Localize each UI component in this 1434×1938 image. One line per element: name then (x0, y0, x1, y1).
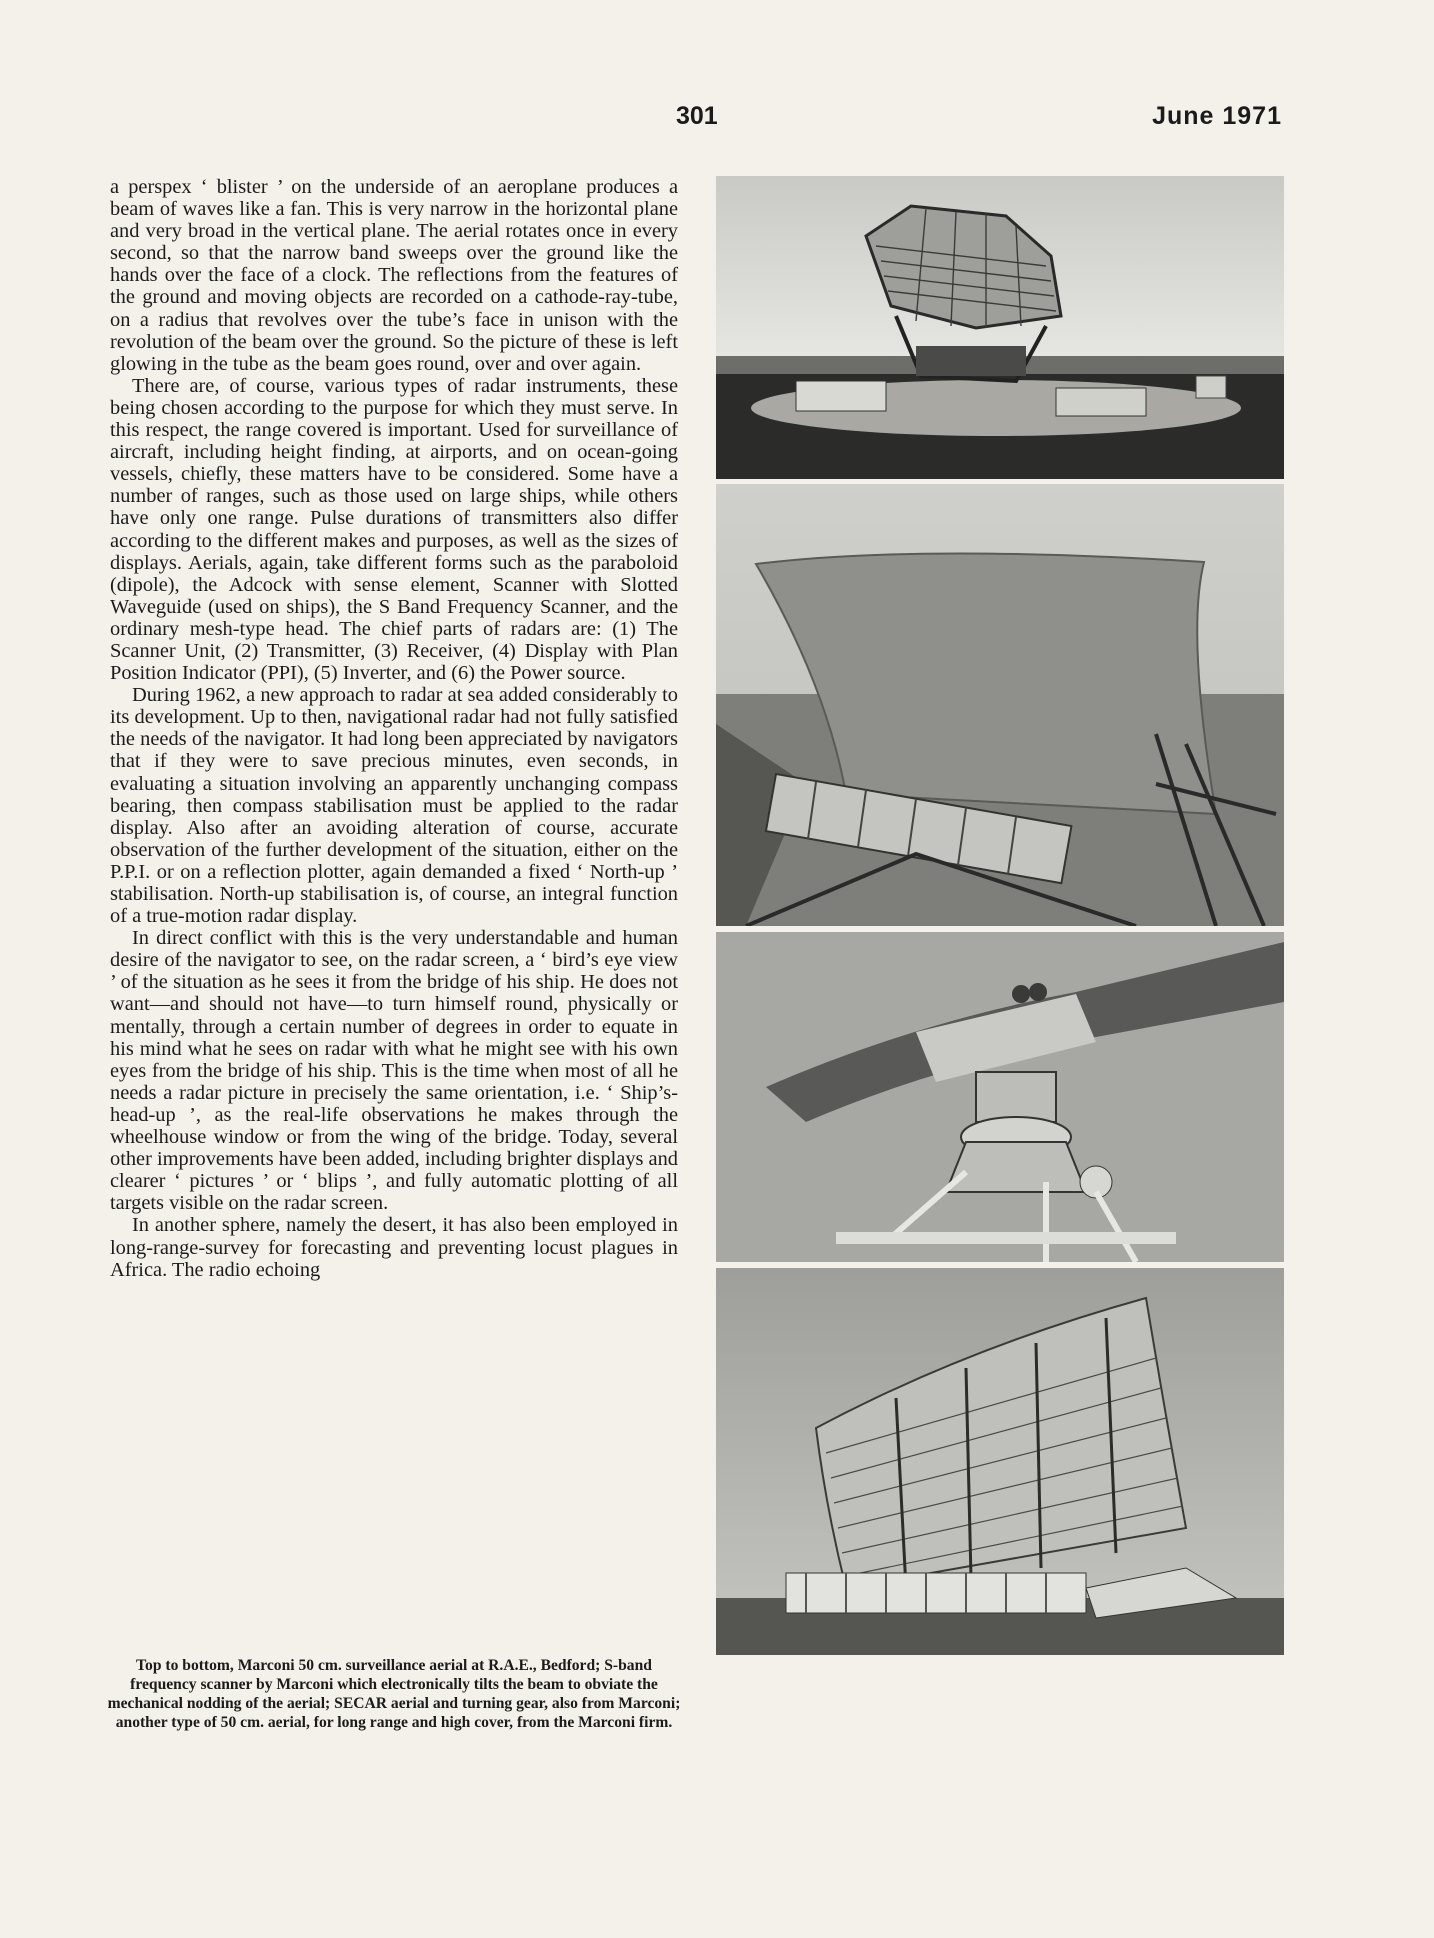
article-paragraph: There are, of course, various types of radar instruments, these being chosen according to the purpose for which they must serve. In this respect, the range covered is important. Used for surveillance of aircraft, including height finding, at airports, and on ocean-going vessels, chiefly, these matters have to be considered. Some have a number of ranges, such as those used on large ships, while others have only one range. Pulse durations of transmitters also differ according to the different makes and purposes, as well as the sizes of displays. Aerials, again, take different forms such as the paraboloid (dipole), the Adcock with sense element, Scanner with Slotted Waveguide (used on ships), the S Band Frequency Scanner, and the ordinary mesh-type head. The chief parts of radars are: (1) The Scanner Unit, (2) Transmitter, (3) Receiver, (4) Display with Plan Position Indicator (PPI), (5) Inverter, and (6) the Power source. (110, 374, 678, 685)
issue-date: June 1971 (1152, 102, 1282, 130)
article-body (110, 176, 678, 1281)
photo-surveillance-aerial (716, 176, 1284, 479)
article-paragraph: a perspex ‘ blister ’ on the underside of an aeroplane produces a beam of waves like a fan. This is very narrow in the horizontal plane and very broad in the vertical plane. The aerial rotates once in every second, so that the narrow band sweeps over the ground like the hands over the face of a clock. The reflections from the features of the ground and moving objects are recorded on a cathode-ray-tube, on a radius that revolves over the tube’s face in unison with the revolution of the beam over the ground. So the picture of these is left glowing in the tube as the beam goes round, over and over again. (110, 176, 678, 375)
article-paragraph: In direct conflict with this is the very understandable and human desire of the navigator to see, on the radar screen, a ‘ bird’s eye view ’ of the situation as he sees it from the bridge of his ship. He does not want—and should not have—to turn himself round, physically or mentally, through a certain number of degrees in order to equate in his mind what he sees on radar with what he might see with his own eyes from the bridge of his ship. This is the time when most of all he needs a radar picture in precisely the same orientation, i.e. ‘ Ship’s-head-up ’, as the real-life observations he makes through the wheelhouse window or from the wing of the bridge. Today, several other improvements have been added, including brighter displays and clearer ‘ pictures ’ or ‘ blips ’, and fully automatic plotting of all targets visible on the radar screen. (110, 927, 678, 1215)
article-paragraph: During 1962, a new approach to radar at sea added considerably to its development. Up to then, navigational radar had not fully satisfied the needs of the navigator. It had long been appreciated by navigators that if they were to save precious minutes, even seconds, in evaluating a situation involving an apparently unchanging compass bearing, then compass stabilisation must be applied to the radar display. Also after an avoiding alteration of course, accurate observation of the further development of the situation, either on the P.P.I. or on a reflection plotter, again demanded a fixed ‘ North-up ’ stabilisation. North-up stabilisation is, of course, an integral function of a true-motion radar display. (110, 684, 678, 928)
photo-secar-aerial (716, 932, 1284, 1262)
page-header (0, 102, 1434, 134)
article-paragraph: In another sphere, namely the desert, it has also been employed in long-range-survey for forecasting and preventing locust plagues in Africa. The radio echoing (110, 1214, 678, 1281)
photo-s-band-scanner (716, 484, 1284, 926)
photo-caption: Top to bottom, Marconi 50 cm. surveillance aerial at R.A.E., Bedford; S-band frequency scanner by Marconi which electronically tilts the beam to obviate the mechanical nodding of the aerial; SECAR aerial and turning gear, also from Marconi; another type of 50 cm. aerial, for long range and high cover, from the Marconi firm. (107, 1657, 681, 1731)
page-number: 301 (676, 102, 718, 130)
photo-long-range-aerial (716, 1268, 1284, 1655)
